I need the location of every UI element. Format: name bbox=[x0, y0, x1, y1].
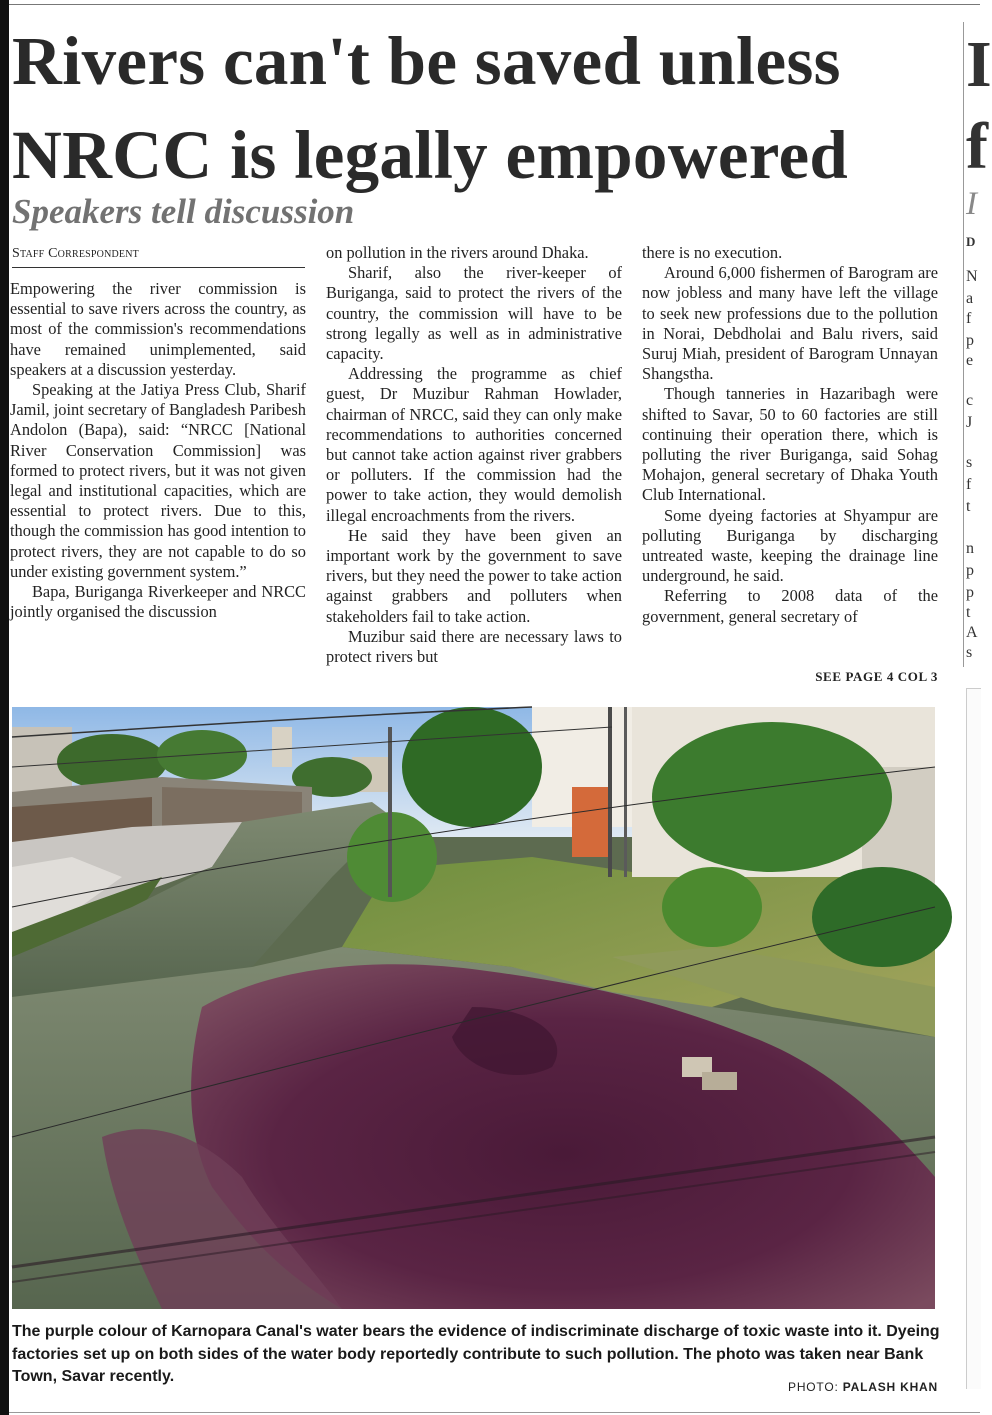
adjacent-letter: e bbox=[966, 352, 974, 369]
byline: Staff Correspondent bbox=[12, 246, 139, 261]
paragraph: there is no execution. bbox=[642, 243, 783, 262]
column-divider bbox=[963, 22, 964, 667]
paragraph: Empowering the river commission is essential to save rivers across the country, as most of the commission's recommendations have remained unimplemented, said speakers at a discussion yesterday. bbox=[10, 279, 306, 379]
photo-credit-label: PHOTO: bbox=[788, 1380, 839, 1394]
adjacent-letter: t bbox=[966, 498, 971, 515]
article-column-1 bbox=[10, 279, 306, 689]
jump-line: SEE PAGE 4 COL 3 bbox=[815, 669, 938, 684]
adjacent-letter: f bbox=[966, 310, 972, 327]
adjacent-letter: A bbox=[966, 624, 978, 641]
top-rule bbox=[9, 4, 980, 5]
adjacent-letter: t bbox=[966, 604, 971, 621]
paragraph: Sharif, also the river-keeper of Buriganga, said to protect the rivers of the country, the commission will have to be strong legally as well as in administrative capacity. bbox=[326, 263, 622, 364]
adjacent-letter: f bbox=[966, 476, 972, 493]
adjacent-article-fragment bbox=[966, 22, 992, 662]
article-column-2 bbox=[326, 243, 622, 693]
adjacent-subhead-letter: I bbox=[966, 186, 977, 222]
adjacent-letter: s bbox=[966, 454, 973, 471]
article-column-3 bbox=[642, 243, 938, 693]
adjacent-letter: N bbox=[966, 268, 978, 285]
paragraph: Though tanneries in Hazaribagh were shifted to Savar, 50 to 60 factories are still continuing their operation there, which is polluting the river Buriganga, said Sohag Mohajon, general secretary of Dhaka Youth Club International. bbox=[642, 384, 938, 505]
paragraph: Some dyeing factories at Shyampur are polluting Buriganga by discharging untreated waste, keeping the drainage line underground, he said. bbox=[642, 505, 938, 586]
paragraph: Referring to 2008 data of the government, general secretary of bbox=[642, 586, 938, 626]
bottom-rule bbox=[9, 1412, 980, 1413]
paragraph: Addressing the programme as chief guest, Dr Muzibur Rahman Howlader, chairman of NRCC, said they can only make recommendations to authorities concerned but cannot take action against river grabbers or polluters. If the commission had the power to take action, they would demolish illegal encroachments from the rivers. bbox=[326, 364, 622, 525]
paragraph: Muzibur said there are necessary laws to protect rivers but bbox=[326, 626, 622, 667]
canal-photo-illustration bbox=[12, 707, 935, 1309]
adjacent-letter: s bbox=[966, 644, 973, 661]
photo-credit bbox=[740, 1380, 938, 1394]
adjacent-headline-letter: I bbox=[966, 28, 992, 101]
adjacent-letter: a bbox=[966, 290, 974, 307]
paragraph: Bapa, Buriganga Riverkeeper and NRCC jointly organised the discussion bbox=[10, 582, 306, 622]
byline-rule bbox=[12, 267, 305, 268]
adjacent-letter: n bbox=[966, 540, 974, 557]
paragraph: Speaking at the Jatiya Press Club, Sharif Jamil, joint secretary of Bangladesh Paribesh Andolon (Bapa), said: “NRCC [National River Conservation Commission] was formed to protect rivers, but it was not given legal and institutional capacities, which are essential to protect rivers. Due to this, though the commission has good intention to protect rivers, they are not capable to do so under existing government system.” bbox=[10, 380, 306, 581]
adjacent-letter: J bbox=[966, 414, 973, 431]
headline: Rivers can't be saved unless NRCC is legally empowered bbox=[12, 23, 849, 193]
adjacent-letter: p bbox=[966, 584, 974, 601]
adjacent-letter: p bbox=[966, 332, 974, 349]
photographer-name: PALASH KHAN bbox=[842, 1380, 938, 1394]
page-edge-bar bbox=[0, 0, 9, 1415]
paragraph: on pollution in the rivers around Dhaka. bbox=[326, 243, 589, 262]
subheadline: Speakers tell discussion bbox=[12, 192, 355, 231]
paragraph: Around 6,000 fishermen of Barogram are now jobless and many have left the village to seek new professions due to the pollution in Norai, Debdholai and Balu rivers, said Suruj Miah, president of Barogram Unnayan Shangstha. bbox=[642, 263, 938, 384]
adjacent-letter: c bbox=[966, 392, 974, 409]
adjacent-letter: p bbox=[966, 562, 974, 579]
news-photo-canal bbox=[12, 707, 935, 1309]
adjacent-box bbox=[966, 688, 981, 1389]
adjacent-headline-letter: f bbox=[966, 110, 988, 183]
photo-caption: The purple colour of Karnopara Canal's water bears the evidence of indiscriminate discharge of toxic waste into it. Dyeing factories set up on both sides of the water body reportedly contribute to such pollution. The photo was taken near Bank Town, Savar recently. bbox=[12, 1323, 940, 1385]
adjacent-letter: D bbox=[966, 234, 976, 249]
paragraph: He said they have been given an important work by the government to save rivers, but they need the power to take action against grabbers and polluters when stakeholders fail to take action. bbox=[326, 525, 622, 626]
